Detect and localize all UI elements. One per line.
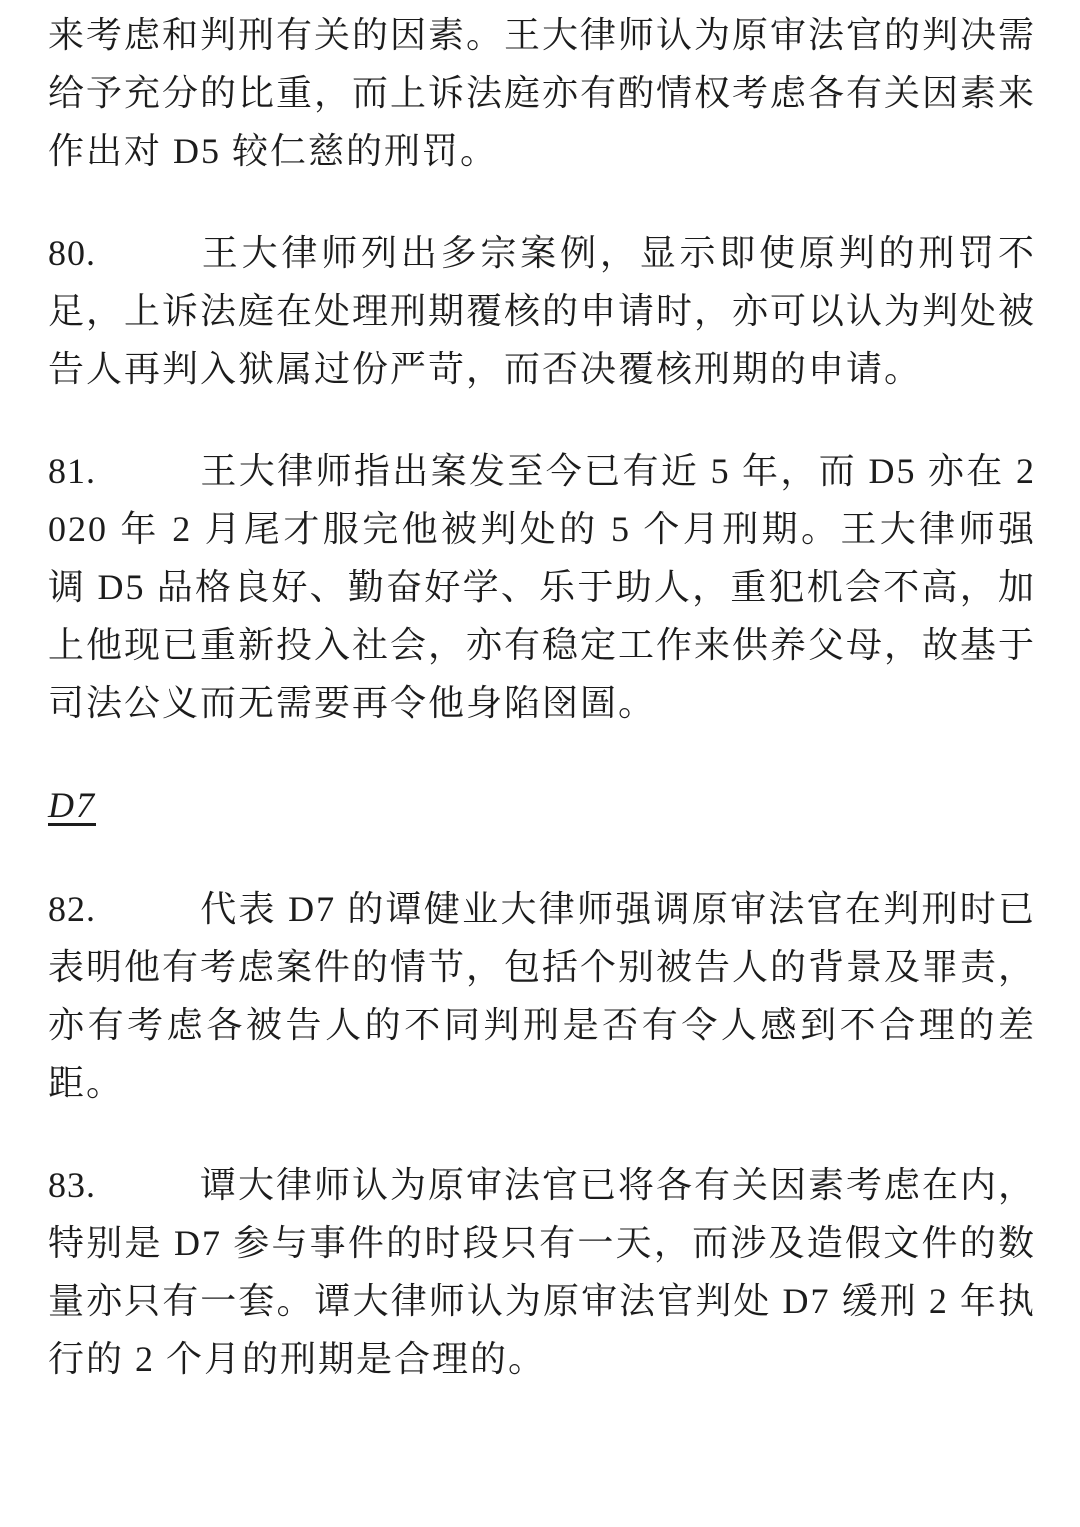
paragraph-83	[48, 1156, 1036, 1388]
paragraph-83-text: 谭大律师认为原审法官已将各有关因素考虑在内，特别是 D7 参与事件的时段只有一天，而涉及造假文件的数量亦只有一套。谭大律师认为原审法官判处 D7 缓刑 2 年执行的 2 个月的刑期是合理的。	[48, 1165, 1037, 1379]
paragraph-80	[48, 224, 1036, 398]
paragraph-82-number: 82.	[48, 889, 96, 929]
paragraph-81	[48, 442, 1036, 732]
paragraph-continuation: 来考虑和判刑有关的因素。王大律师认为原审法官的判决需给予充分的比重，而上诉法庭亦有酌情权考虑各有关因素来作出对 D5 较仁慈的刑罚。	[48, 15, 1037, 171]
paragraph-80-text: 王大律师列出多宗案例，显示即使原判的刑罚不足，上诉法庭在处理刑期覆核的申请时，亦可以认为判处被告人再判入狱属过份严苛，而否决覆核刑期的申请。	[48, 233, 1037, 389]
paragraph-83-number: 83.	[48, 1165, 96, 1205]
paragraph-81-text: 王大律师指出案发至今已有近 5 年，而 D5 亦在 2020 年 2 月尾才服完他被判处的 5 个月刑期。王大律师强调 D5 品格良好、勤奋好学、乐于助人，重犯机会不高，加上他现已重新投入社会，亦有稳定工作来供养父母，故基于司法公义而无需要再令他身陷囹圄。	[48, 451, 1037, 723]
paragraph-80-number: 80.	[48, 233, 96, 273]
paragraph-81-number: 81.	[48, 451, 96, 491]
paragraph-82	[48, 880, 1036, 1112]
section-heading-d7: D7	[48, 785, 96, 825]
paragraph-82-text: 代表 D7 的谭健业大律师强调原审法官在判刑时已表明他有考虑案件的情节，包括个别被告人的背景及罪责，亦有考虑各被告人的不同判刑是否有令人感到不合理的差距。	[48, 889, 1037, 1103]
